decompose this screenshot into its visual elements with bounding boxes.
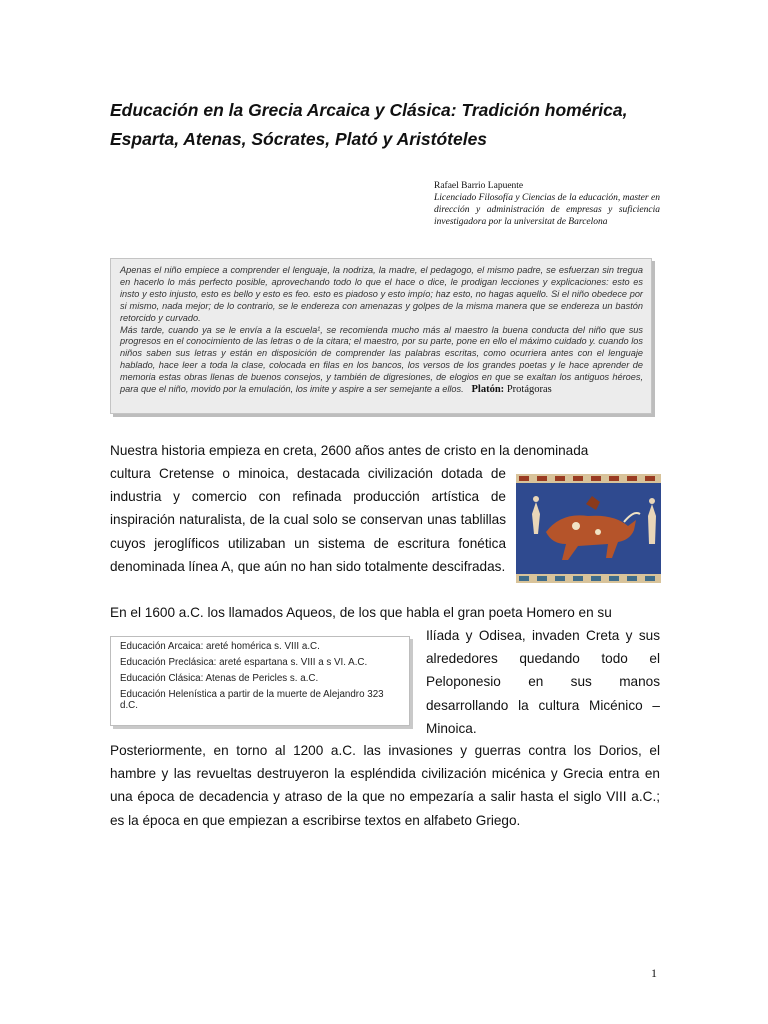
education-periods-box <box>110 636 410 726</box>
period-item: Educación Arcaica: areté homérica s. VIII a.C. <box>120 641 320 652</box>
paragraph-1-first-line: Nuestra historia empieza en creta, 2600 años antes de cristo en la denominada <box>110 443 589 458</box>
document-title: Educación en la Grecia Arcaica y Clásica: Tradición homérica, Esparta, Atenas, Sócrates, Plató y Aristóteles <box>110 100 628 149</box>
paragraph-2-body: Ilíada y Odisea, invaden Creta y sus alrededores quedando todo el Peloponesio en sus manos desarrollando la cultura Micénico – Minoica. <box>426 628 660 736</box>
author-block <box>434 180 660 228</box>
paragraph-1-body: cultura Cretense o minoica, destacada civilización dotada de industria y comercio con refinada producción artística de inspiración naturalista, de la cual solo se conservan unas tablillas cuyos jeroglíficos utilizaban un sistema de escritura fonética denominada línea A, que aún no han sido totalmente descifradas. <box>110 466 506 574</box>
period-item: Educación Helenística a partir de la muerte de Alejandro 323 d.C. <box>120 689 384 711</box>
quote-box <box>110 258 652 414</box>
minoan-fresco-image <box>516 474 661 583</box>
paragraph-2-first-line: En el 1600 a.C. los llamados Aqueos, de los que habla el gran poeta Homero en su <box>110 605 612 620</box>
quote-source <box>466 384 551 395</box>
quote-paragraph-2 <box>120 325 643 396</box>
quote-paragraph-1: Apenas el niño empiece a comprender el lenguaje, la nodriza, la madre, el pedagogo, el mismo padre, se esfuerzan sin tregua en hacerlo lo más perfecto posible, aprovechando todo lo que el hace o dice, le prodigan lecciones y explicaciones: esto es insto y esto injusto, esto es bello y esto es feo. esto es piadoso y esto impío; haz esto, no hagas aquello. Si el niño obedece por si mismo, nada mejor; de lo contrario, se le endereza con amenazas y golpes de la misma manera que se endereza un bastón retorcido y curvado. <box>120 265 643 323</box>
author-description: Licenciado Filosofía y Ciencias de la educación, master en dirección y administración de empresas y suficiencia investigadora por la universitat de Barcelona <box>434 193 660 227</box>
period-item: Educación Preclásica: areté espartana s. VIII a s VI. A.C. <box>120 657 368 668</box>
quote-source-author: Platón: <box>471 384 505 396</box>
quote-paragraph-2-text: Más tarde, cuando ya se le envía a la escuela¹, se recomienda mucho más al maestro la buena conducta del niño que sus progresos en el conocimiento de las letras o de la citara; el maestro, por su parte, pone en ello el máximo cuidado y. cuando los niños saben sus letras y están en disposición de comprender las palabras escritas, como ocurriera antes con el lenguaje hablado, hace leer a toda la clase, colocada en filas en los bancos, los versos de los grandes poetas y le hace aprender de memoria estas obras llenas de buenos consejos, y también de digresiones, de elogios en que se exaltan los antiguos héroes, para que el niño, movido por la emulación, los imite y aspire a ser semejante a ellos. <box>120 324 643 395</box>
period-item: Educación Clásica: Atenas de Pericles s. a.C. <box>120 673 319 684</box>
quote-source-work: Protágoras <box>506 384 552 396</box>
paragraph-3: Posteriormente, en torno al 1200 a.C. las invasiones y guerras contra los Dorios, el hambre y las revueltas destruyeron la espléndida civilización micénica y Grecia entra en una época de decadencia y atraso de la que no empezaría a salir hasta el siglo VIII a.C.; es la época en que empiezan a escribirse textos en alfabeto Griego. <box>110 743 660 828</box>
author-name: Rafael Barrio Lapuente <box>434 181 524 191</box>
page-number: 1 <box>651 966 657 980</box>
